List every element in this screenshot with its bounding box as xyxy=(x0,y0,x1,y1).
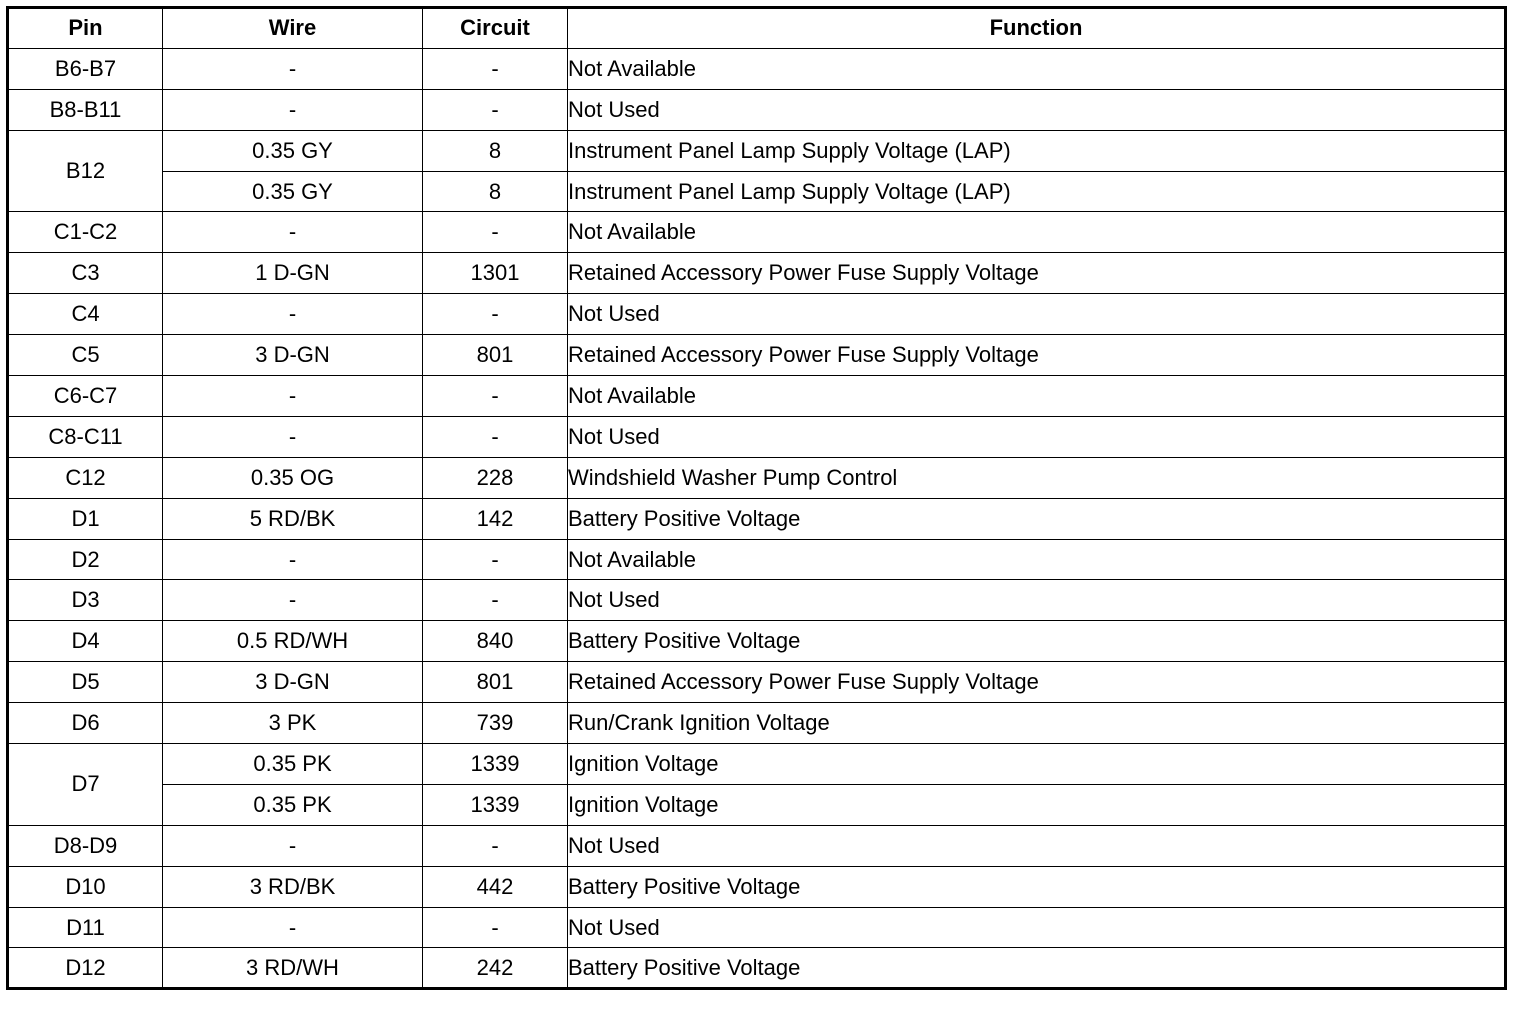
header-circuit: Circuit xyxy=(423,8,568,49)
table-row xyxy=(8,130,1506,171)
circuit-cell: - xyxy=(423,294,568,335)
wire-cell: - xyxy=(163,212,423,253)
table-row xyxy=(8,416,1506,457)
circuit-cell: - xyxy=(423,212,568,253)
header-wire: Wire xyxy=(163,8,423,49)
circuit-cell: - xyxy=(423,907,568,948)
circuit-cell: 242 xyxy=(423,948,568,989)
pin-cell: C12 xyxy=(8,457,163,498)
wire-cell: 3 PK xyxy=(163,703,423,744)
table-row xyxy=(8,703,1506,744)
circuit-cell: - xyxy=(423,376,568,417)
function-cell: Not Used xyxy=(568,825,1506,866)
wire-cell: 5 RD/BK xyxy=(163,498,423,539)
wire-cell: 0.5 RD/WH xyxy=(163,621,423,662)
pin-cell: C3 xyxy=(8,253,163,294)
wire-cell: 3 D-GN xyxy=(163,662,423,703)
circuit-cell: 801 xyxy=(423,662,568,703)
table-row xyxy=(8,376,1506,417)
pin-cell: C8-C11 xyxy=(8,416,163,457)
table-row xyxy=(8,907,1506,948)
wire-cell: - xyxy=(163,907,423,948)
pin-cell: C1-C2 xyxy=(8,212,163,253)
wire-cell: 0.35 PK xyxy=(163,784,423,825)
function-cell: Battery Positive Voltage xyxy=(568,621,1506,662)
circuit-cell: - xyxy=(423,416,568,457)
wire-cell: 3 RD/BK xyxy=(163,866,423,907)
wire-cell: 0.35 GY xyxy=(163,171,423,212)
circuit-cell: 739 xyxy=(423,703,568,744)
table-header-row xyxy=(8,8,1506,49)
function-cell: Windshield Washer Pump Control xyxy=(568,457,1506,498)
function-cell: Not Available xyxy=(568,48,1506,89)
function-cell: Retained Accessory Power Fuse Supply Voltage xyxy=(568,335,1506,376)
function-cell: Not Used xyxy=(568,89,1506,130)
function-cell: Not Available xyxy=(568,539,1506,580)
pin-cell: D2 xyxy=(8,539,163,580)
circuit-cell: - xyxy=(423,825,568,866)
wire-cell: 0.35 PK xyxy=(163,744,423,785)
function-cell: Ignition Voltage xyxy=(568,784,1506,825)
header-pin: Pin xyxy=(8,8,163,49)
table-row xyxy=(8,621,1506,662)
function-cell: Not Used xyxy=(568,580,1506,621)
circuit-cell: 228 xyxy=(423,457,568,498)
function-cell: Instrument Panel Lamp Supply Voltage (LAP) xyxy=(568,130,1506,171)
pin-cell: D7 xyxy=(8,744,163,826)
table-row xyxy=(8,580,1506,621)
pin-cell: D11 xyxy=(8,907,163,948)
function-cell: Not Used xyxy=(568,416,1506,457)
pin-cell: D6 xyxy=(8,703,163,744)
wire-cell: - xyxy=(163,376,423,417)
wire-cell: - xyxy=(163,48,423,89)
pin-cell: C5 xyxy=(8,335,163,376)
circuit-cell: 1339 xyxy=(423,784,568,825)
circuit-cell: 8 xyxy=(423,130,568,171)
function-cell: Battery Positive Voltage xyxy=(568,866,1506,907)
table-row xyxy=(8,948,1506,989)
function-cell: Battery Positive Voltage xyxy=(568,498,1506,539)
pin-cell: B8-B11 xyxy=(8,89,163,130)
function-cell: Not Available xyxy=(568,376,1506,417)
function-cell: Run/Crank Ignition Voltage xyxy=(568,703,1506,744)
wire-cell: 3 RD/WH xyxy=(163,948,423,989)
table-row xyxy=(8,171,1506,212)
table-row xyxy=(8,294,1506,335)
circuit-cell: 840 xyxy=(423,621,568,662)
connector-pinout-table xyxy=(6,6,1507,990)
table-row xyxy=(8,253,1506,294)
wire-cell: - xyxy=(163,580,423,621)
wire-cell: - xyxy=(163,825,423,866)
wire-cell: - xyxy=(163,294,423,335)
table-row xyxy=(8,744,1506,785)
table-row xyxy=(8,212,1506,253)
circuit-cell: 801 xyxy=(423,335,568,376)
function-cell: Retained Accessory Power Fuse Supply Voltage xyxy=(568,662,1506,703)
function-cell: Not Used xyxy=(568,294,1506,335)
function-cell: Instrument Panel Lamp Supply Voltage (LAP) xyxy=(568,171,1506,212)
function-cell: Battery Positive Voltage xyxy=(568,948,1506,989)
function-cell: Not Used xyxy=(568,907,1506,948)
table-row xyxy=(8,866,1506,907)
table-row xyxy=(8,89,1506,130)
wire-cell: 1 D-GN xyxy=(163,253,423,294)
pin-cell: D1 xyxy=(8,498,163,539)
pin-cell: D8-D9 xyxy=(8,825,163,866)
wire-cell: 0.35 GY xyxy=(163,130,423,171)
circuit-cell: 442 xyxy=(423,866,568,907)
table-row xyxy=(8,335,1506,376)
table-row xyxy=(8,48,1506,89)
wire-cell: 3 D-GN xyxy=(163,335,423,376)
wire-cell: - xyxy=(163,539,423,580)
table-row xyxy=(8,825,1506,866)
table-row xyxy=(8,457,1506,498)
pin-cell: D3 xyxy=(8,580,163,621)
wire-cell: - xyxy=(163,416,423,457)
wire-cell: - xyxy=(163,89,423,130)
function-cell: Ignition Voltage xyxy=(568,744,1506,785)
circuit-cell: - xyxy=(423,539,568,580)
circuit-cell: - xyxy=(423,89,568,130)
circuit-cell: 8 xyxy=(423,171,568,212)
table-row xyxy=(8,539,1506,580)
circuit-cell: - xyxy=(423,580,568,621)
table-row xyxy=(8,662,1506,703)
pin-cell: C4 xyxy=(8,294,163,335)
circuit-cell: 1301 xyxy=(423,253,568,294)
header-function: Function xyxy=(568,8,1506,49)
wire-cell: 0.35 OG xyxy=(163,457,423,498)
pin-cell: D5 xyxy=(8,662,163,703)
circuit-cell: 142 xyxy=(423,498,568,539)
table-row xyxy=(8,498,1506,539)
table-row xyxy=(8,784,1506,825)
pin-cell: B6-B7 xyxy=(8,48,163,89)
circuit-cell: 1339 xyxy=(423,744,568,785)
pin-cell: B12 xyxy=(8,130,163,212)
pin-cell: C6-C7 xyxy=(8,376,163,417)
pin-cell: D4 xyxy=(8,621,163,662)
circuit-cell: - xyxy=(423,48,568,89)
function-cell: Not Available xyxy=(568,212,1506,253)
function-cell: Retained Accessory Power Fuse Supply Voltage xyxy=(568,253,1506,294)
pin-cell: D12 xyxy=(8,948,163,989)
pin-cell: D10 xyxy=(8,866,163,907)
